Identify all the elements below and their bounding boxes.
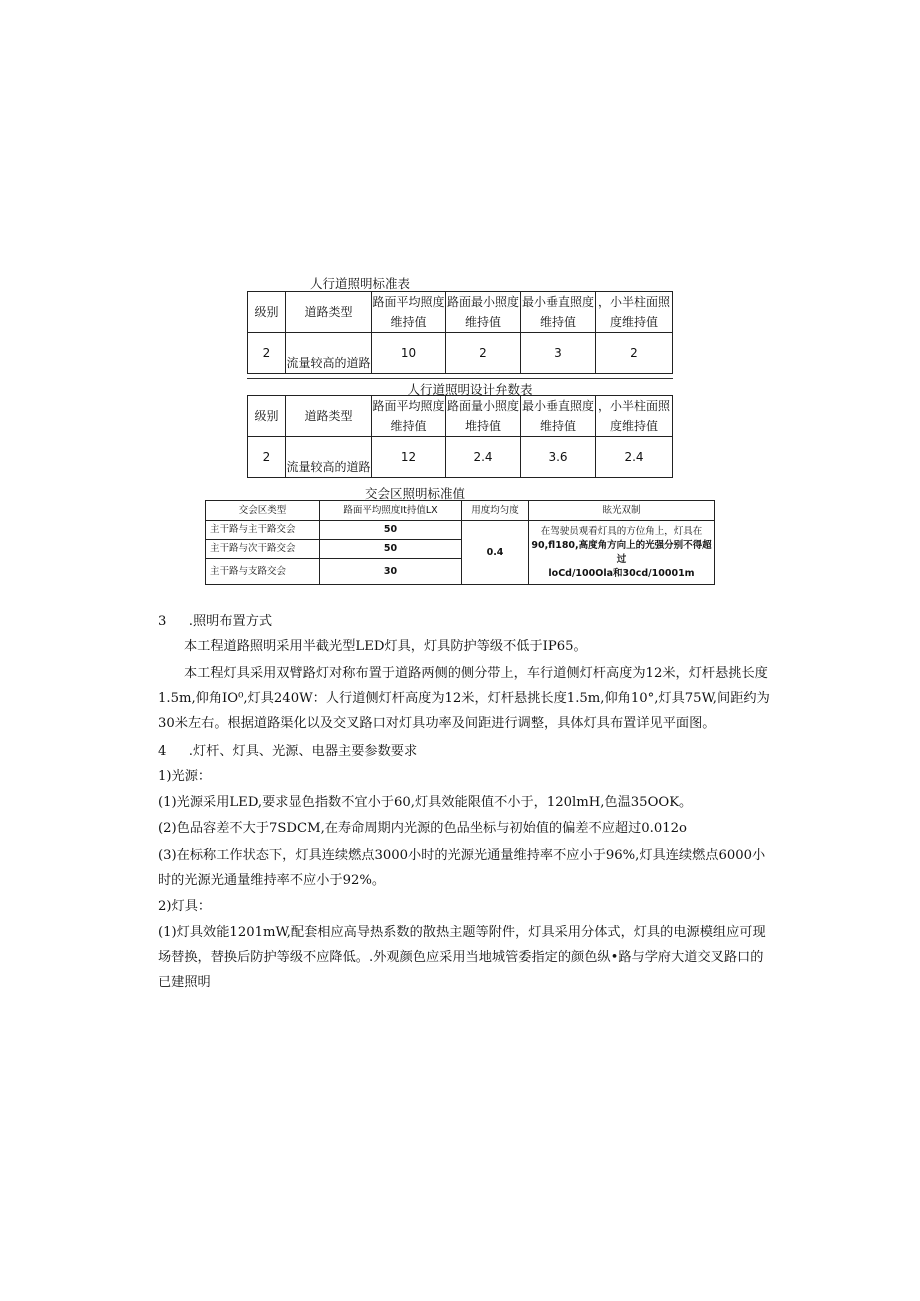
table-header-cell: 路面量小照度堆持值 (446, 396, 521, 437)
table-header-cell: 最小垂直照度维持值 (521, 396, 596, 437)
table-cell: 流量较高的道路 (286, 437, 372, 478)
table-header-cell: 用度均匀度 (462, 501, 529, 521)
table-cell: 50 (320, 521, 462, 540)
table-header-cell: 交会区类型 (206, 501, 320, 521)
paragraph: (2)色品容差不大于7SDCM,在寿命周期内光源的色品坐标与初始值的偏差不应超过0.012o (158, 821, 687, 836)
table-header-cell: 道路类型 (286, 292, 372, 333)
subsection-heading: 1)光源： (158, 769, 212, 784)
table-cell: 主干路与次干路交会 (206, 540, 320, 559)
table-header-cell: 路面平均照度维持值 (372, 396, 446, 437)
table-cell: 30 (320, 559, 462, 585)
paragraph: (1)光源采用LED,要求显色指数不宜小于60,灯具效能限值不小于，120lmH,色温35OOK。 (158, 795, 693, 810)
table-cell: 3 (521, 333, 596, 374)
table-cell: 2.4 (446, 437, 521, 478)
table-cell: 10 (372, 333, 446, 374)
table-cell: 主干路与主干路交会 (206, 521, 320, 540)
table-header-cell: 眩光双制 (529, 501, 715, 521)
section-number: 3 (158, 614, 167, 629)
table-cell: 2 (446, 333, 521, 374)
table3-caption: 交会区照明标准值 (364, 486, 465, 501)
subsection-heading: 2)灯具： (158, 899, 212, 914)
table-header-cell: 级别 (248, 396, 286, 437)
table-header-cell: 级别 (248, 292, 286, 333)
section-title: .灯杆、灯具、光源、电器主要参数要求 (188, 744, 418, 759)
uniformity-cell: 0.4 (462, 521, 529, 585)
glare-text-line: loCd/100Ola和30cd/10001m (548, 567, 695, 579)
glare-text-line: 90,fl180,高度角方向上的光强分别不得超过 (531, 539, 712, 565)
table-header-cell: 路面最小照度维持值 (446, 292, 521, 333)
paragraph: (1)灯具效能1201mW,配套相应高导热系数的散热主题等附件，灯具采用分体式，灯具的电源模组应可现场替换，替换后防护等级不应降低。.外观颜色应采用当地城管委指定的颜色纵•路与学府大道交叉路口的已建照明 (158, 925, 766, 990)
table-cell: 3.6 (521, 437, 596, 478)
lighting-design-table (247, 395, 673, 478)
section-heading-4 (158, 739, 770, 764)
table-cell: 2 (248, 333, 286, 374)
table-header-cell: 最小垂直照度维持值 (521, 292, 596, 333)
table-cell: 12 (372, 437, 446, 478)
table-cell: 2 (248, 437, 286, 478)
paragraph: 本工程道路照明采用半截光型LED灯具，灯具防护等级不低于IP65。 (184, 639, 587, 654)
section-number: 4 (158, 744, 167, 759)
table-header-cell: ，小半柱面照度维持值 (596, 396, 673, 437)
table-cell: 流量较高的道路 (286, 333, 372, 374)
table-cell: 2.4 (596, 437, 673, 478)
table-cell: 主干路与支路交会 (206, 559, 320, 585)
section-heading-3 (158, 609, 770, 634)
table2-caption: 人行道照明设计弁数表 (407, 382, 533, 397)
table-header-cell: 路面平均照度It持值LX (320, 501, 462, 521)
paragraph: (3)在标称工作状态下，灯具连续燃点3000小时的光源光通量维持率不应小于96%,灯具连续燃点6000小时的光源光通量维持率不应小于92%。 (158, 848, 766, 888)
paragraph: 本工程灯具采用双臂路灯对称布置于道路两侧的侧分带上，车行道侧灯杆高度为12米，灯杆悬挑长度1.5m,仰角IO⁰,灯具240W：人行道侧灯杆高度为12米，灯杆悬挑长度1.5m,仰角10°,灯具75W,间距约为30米左右。根据道路渠化以及交叉路口对灯具功率及间距进行调整，具体灯具布置详见平面图。 (158, 666, 770, 731)
table-cell: 50 (320, 540, 462, 559)
table-cell: 2 (596, 333, 673, 374)
glare-cell (529, 521, 715, 585)
lighting-standard-table (247, 291, 673, 374)
table-header-cell: ，小半柱面照度维持值 (596, 292, 673, 333)
section-title: .照明布置方式 (188, 614, 273, 629)
table1-caption: 人行道照明标准表 (309, 276, 410, 291)
table-header-cell: 道路类型 (286, 396, 372, 437)
table-header-cell: 路面平均照度维持值 (372, 292, 446, 333)
divider (247, 378, 673, 379)
intersection-standard-table (205, 500, 715, 585)
glare-text-line: 在驾驶员观看灯具的方位角上，灯具在 (540, 525, 703, 537)
